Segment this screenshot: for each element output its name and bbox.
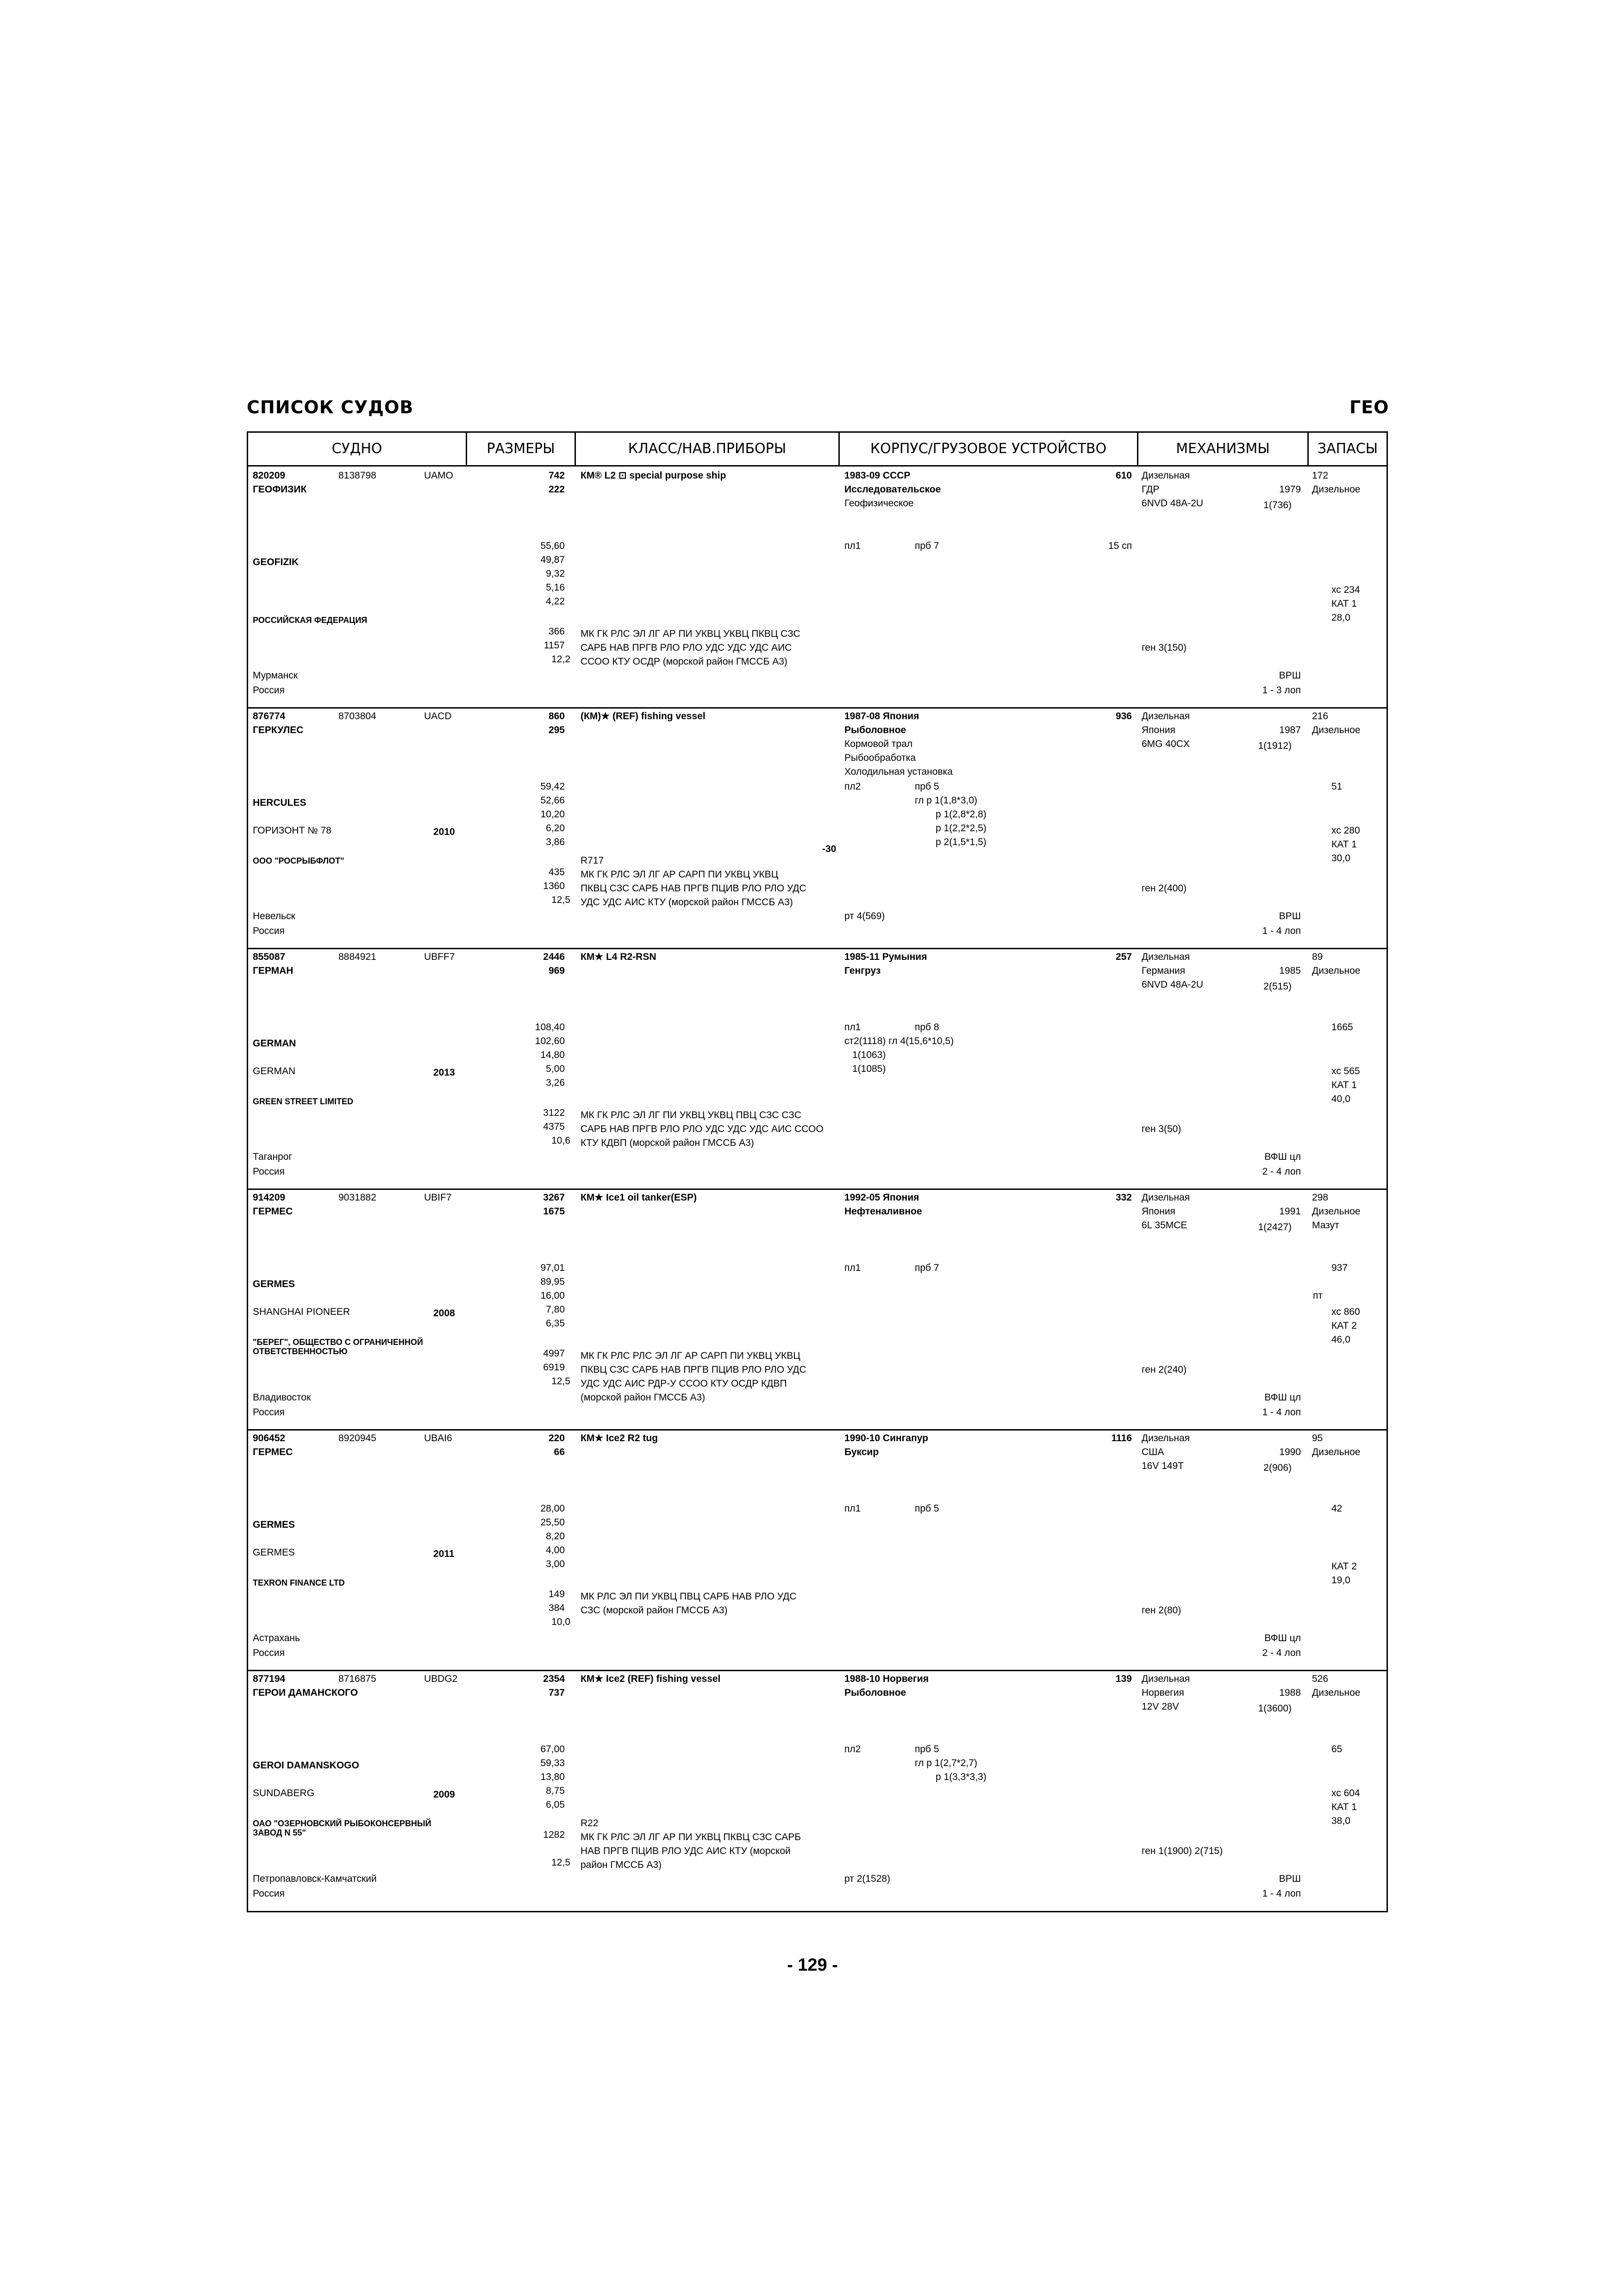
engine-year: 1991 xyxy=(1279,1206,1301,1217)
supply-value: 42 xyxy=(1331,1503,1343,1514)
engine-year: 1988 xyxy=(1279,1687,1301,1698)
dimension-value: 59,42 xyxy=(540,781,565,792)
former-name: SHANGHAI PIONEER xyxy=(253,1307,350,1317)
navigation-equipment: НАВ ПРГВ ПЦИВ РЛО УДС АИС КТУ (морской xyxy=(581,1846,791,1856)
supply-value: 38,0 xyxy=(1331,1816,1350,1826)
registry-number: 855087 xyxy=(253,952,286,962)
home-port: Владивосток xyxy=(253,1392,311,1403)
imo-number: 8716875 xyxy=(338,1674,376,1684)
owner-name: "БЕРЕГ", ОБЩЕСТВО С ОГРАНИЧЕННОЙ xyxy=(253,1338,423,1347)
home-port: Астрахань xyxy=(253,1633,300,1643)
vessel-type: Генгруз xyxy=(844,965,881,976)
navigation-equipment: МК ГК РЛС РЛС ЭЛ ЛГ АР САРП ПИ УКВЦ УКВЦ xyxy=(581,1350,800,1361)
build-date-country: 1988-10 Норвегия xyxy=(844,1674,929,1684)
col-header-vessel: СУДНО xyxy=(331,441,382,457)
registry-number: 876774 xyxy=(253,711,286,722)
fuel-type: Дизельное xyxy=(1312,725,1361,735)
dimension-value: 6,35 xyxy=(546,1318,565,1329)
flag-country: Россия xyxy=(253,1166,285,1177)
fuel-type: Дизельное xyxy=(1312,484,1361,495)
owner-name-continued: ОТВЕТСТВЕННОСТЬЮ xyxy=(253,1347,348,1356)
supply-value: 46,0 xyxy=(1331,1334,1350,1345)
propeller-type: ВФШ цл xyxy=(1264,1633,1301,1643)
dimension-value: 3,26 xyxy=(546,1077,565,1088)
former-name-year: 2013 xyxy=(433,1067,455,1078)
net-tonnage: 66 xyxy=(554,1447,565,1457)
supply-value: хс 860 xyxy=(1331,1307,1360,1317)
propeller-blades: 1 - 4 лоп xyxy=(1262,926,1301,936)
col-header-supplies: ЗАПАСЫ xyxy=(1317,441,1378,457)
build-date-country: 1992-05 Япония xyxy=(844,1192,919,1203)
supply-value: хс 234 xyxy=(1331,585,1360,595)
engine-model: 6L 35MCE xyxy=(1142,1220,1187,1231)
navigation-equipment: МК ГК РЛС ЭЛ ЛГ ПИ УКВЦ УКВЦ ПВЦ СЗС СЗС xyxy=(581,1110,801,1120)
former-name-year: 2008 xyxy=(433,1308,455,1319)
call-sign: UBAI6 xyxy=(424,1433,452,1444)
navigation-equipment: (морской район ГМССБ А3) xyxy=(581,1392,706,1403)
section-code: ГЕО xyxy=(1349,397,1389,417)
vessel-type: Исследовательское xyxy=(844,484,941,495)
dimension-value: 8,75 xyxy=(546,1786,565,1796)
vessel-subtype: Геофизическое xyxy=(844,498,914,509)
generators: ген 3(50) xyxy=(1142,1124,1181,1134)
supply-category: КАТ 1 xyxy=(1331,1802,1357,1812)
capacity-value: 4375 xyxy=(543,1121,565,1132)
vessel-record xyxy=(248,1188,1387,1431)
hold-count: пл1 xyxy=(844,541,861,551)
vessel-name-latin: GERMAN xyxy=(253,1038,296,1049)
capacity-value: 12,5 xyxy=(551,1857,570,1868)
dimension-value: 7,80 xyxy=(546,1304,565,1315)
engine-type: Дизельная xyxy=(1142,470,1190,481)
hold-extra: 15 сп xyxy=(1108,541,1132,551)
class-notation: КМ★ L4 R2-RSN xyxy=(581,952,656,962)
gross-tonnage: 2354 xyxy=(543,1674,565,1684)
navigation-equipment: МК ГК РЛС ЭЛ ЛГ АР ПИ УКВЦ ПКВЦ СЗС САРБ xyxy=(581,1832,801,1842)
hull-number: 936 xyxy=(1115,711,1132,722)
dimension-value: 4,22 xyxy=(546,596,565,607)
propeller-blades: 1 - 4 лоп xyxy=(1262,1407,1301,1418)
engine-power: 1(2427) xyxy=(1258,1222,1292,1232)
vessel-name: ГЕРМЕС xyxy=(253,1447,293,1457)
propeller-type: ВРШ xyxy=(1279,670,1301,681)
navigation-equipment: ССОО КТУ ОСДР (морской район ГМССБ А3) xyxy=(581,656,787,667)
supply-value: 95 xyxy=(1312,1433,1323,1444)
home-port: Таганрог xyxy=(253,1151,293,1162)
owner-name: ОАО "ОЗЕРНОВСКИЙ РЫБОКОНСЕРВНЫЙ xyxy=(253,1819,431,1828)
generators: ген 2(400) xyxy=(1142,883,1187,894)
supply-category: КАТ 2 xyxy=(1331,1320,1357,1331)
build-date-country: 1987-08 Япония xyxy=(844,711,919,722)
dimension-value: 108,40 xyxy=(535,1022,565,1033)
heavy-fuel: Мазут xyxy=(1312,1220,1339,1231)
owner-name: TEXRON FINANCE LTD xyxy=(253,1578,345,1587)
hatch-count: прб 5 xyxy=(915,1503,939,1514)
dimension-value: 5,16 xyxy=(546,582,565,593)
dimension-value: 55,60 xyxy=(540,541,565,551)
supply-value: 28,0 xyxy=(1331,612,1350,623)
capacity-value: 10,6 xyxy=(551,1135,570,1146)
refrigerant: R717 xyxy=(581,855,604,866)
supply-value: пт xyxy=(1313,1290,1323,1301)
hold-count: пл1 xyxy=(844,1022,861,1033)
imo-number: 9031882 xyxy=(338,1192,376,1203)
engine-country: США xyxy=(1142,1447,1164,1457)
propeller-blades: 2 - 4 лоп xyxy=(1262,1648,1301,1658)
former-name-year: 2010 xyxy=(433,827,455,837)
vessel-name: ГЕРМЕС xyxy=(253,1206,293,1217)
capacity-value: 3122 xyxy=(543,1108,565,1118)
capacity-value: 366 xyxy=(548,626,565,637)
former-name: GERMES xyxy=(253,1547,295,1558)
vessel-subtype: Холодильная установка xyxy=(844,766,953,777)
flag-country: Россия xyxy=(253,926,285,936)
vessel-type: Рыболовное xyxy=(844,725,906,735)
engine-type: Дизельная xyxy=(1142,952,1190,962)
dimension-value: 16,00 xyxy=(540,1290,565,1301)
supply-value: хс 604 xyxy=(1331,1788,1360,1798)
navigation-equipment: УДС УДС АИС РДР-У ССОО КТУ ОСДР КДВП xyxy=(581,1378,787,1389)
engine-year: 1990 xyxy=(1279,1447,1301,1457)
dimension-value: 67,00 xyxy=(540,1744,565,1755)
hold-count: пл2 xyxy=(844,1744,861,1755)
home-port: Мурманск xyxy=(253,670,298,681)
refrigerated-hold: рт 4(569) xyxy=(844,911,885,921)
capacity-value: 149 xyxy=(548,1589,565,1599)
supply-value: 40,0 xyxy=(1331,1094,1350,1104)
dimension-value: 59,33 xyxy=(540,1758,565,1768)
fuel-type: Дизельное xyxy=(1312,1447,1361,1457)
net-tonnage: 969 xyxy=(548,965,565,976)
engine-country: Япония xyxy=(1142,725,1175,735)
supply-value: 30,0 xyxy=(1331,853,1350,864)
hatch-count: прб 8 xyxy=(915,1022,939,1033)
vessel-type: Нефтеналивное xyxy=(844,1206,922,1217)
col-header-machinery: МЕХАНИЗМЫ xyxy=(1176,441,1270,457)
navigation-equipment: САРБ НАВ ПРГВ РЛО РЛО УДС УДС УДС АИС ССОО xyxy=(581,1124,824,1134)
gross-tonnage: 220 xyxy=(548,1433,565,1444)
navigation-equipment: ПКВЦ СЗС САРБ НАВ ПРГВ ПЦИВ РЛО РЛО УДС xyxy=(581,883,806,894)
vessel-name-latin: GEROI DAMANSKOGO xyxy=(253,1760,359,1771)
class-mark: -30 xyxy=(822,844,837,854)
hatch-count: прб 7 xyxy=(915,1263,939,1273)
supply-value: 89 xyxy=(1312,952,1323,962)
gross-tonnage: 742 xyxy=(548,470,565,481)
vessel-name: ГЕРМАН xyxy=(253,965,294,976)
call-sign: UACD xyxy=(424,711,452,722)
supply-value: хс 280 xyxy=(1331,825,1360,836)
engine-power: 1(736) xyxy=(1263,500,1292,510)
engine-country: ГДР xyxy=(1142,484,1160,495)
owner-name: GREEN STREET LIMITED xyxy=(253,1097,354,1106)
call-sign: UAMO xyxy=(424,470,453,481)
engine-country: Япония xyxy=(1142,1206,1175,1217)
navigation-equipment: МК ГК РЛС ЭЛ ЛГ АР ПИ УКВЦ УКВЦ ПКВЦ СЗС xyxy=(581,628,800,639)
navigation-equipment: ПКВЦ СЗС САРБ НАВ ПРГВ ПЦИВ РЛО РЛО УДС xyxy=(581,1364,806,1375)
vessel-type: Рыболовное xyxy=(844,1687,906,1698)
engine-country: Германия xyxy=(1142,965,1186,976)
supply-value: 172 xyxy=(1312,470,1329,481)
gross-tonnage: 2446 xyxy=(543,952,565,962)
navigation-equipment: район ГМССБ А3) xyxy=(581,1860,662,1870)
fuel-type: Дизельное xyxy=(1312,1206,1361,1217)
hatch-count: прб 7 xyxy=(915,541,939,551)
class-notation: КМ® L2 ⊡ special purpose ship xyxy=(581,470,726,481)
navigation-equipment: КТУ КДВП (морской район ГМССБ А3) xyxy=(581,1138,754,1148)
hull-number: 332 xyxy=(1115,1192,1132,1203)
navigation-equipment: МК ГК РЛС ЭЛ ЛГ АР САРП ПИ УКВЦ УКВЦ xyxy=(581,869,779,880)
vessel-record xyxy=(248,948,1387,1190)
supply-value: хс 565 xyxy=(1331,1066,1360,1076)
vessel-subtype: Кормовой трал xyxy=(844,739,913,749)
imo-number: 8920945 xyxy=(338,1433,376,1444)
vessel-name-latin: HERCULES xyxy=(253,797,306,808)
dimension-value: 13,80 xyxy=(540,1772,565,1782)
home-port: Петропавловск-Камчатский xyxy=(253,1873,377,1884)
owner-name-continued: ЗАВОД N 55" xyxy=(253,1828,306,1837)
cargo-gear: 1(1063) xyxy=(852,1050,886,1060)
vessel-record xyxy=(248,467,1387,709)
fuel-type: Дизельное xyxy=(1312,1687,1361,1698)
supply-value: 298 xyxy=(1312,1192,1329,1203)
navigation-equipment: СЗС (морской район ГМССБ А3) xyxy=(581,1605,728,1616)
capacity-value: 1157 xyxy=(543,640,565,651)
flag-country: Россия xyxy=(253,1888,285,1899)
dimension-value: 49,87 xyxy=(540,554,565,565)
hold-count: пл1 xyxy=(844,1263,861,1273)
engine-model: 6NVD 48A-2U xyxy=(1142,498,1204,509)
engine-year: 1985 xyxy=(1279,965,1301,976)
hull-number: 139 xyxy=(1115,1674,1132,1684)
dimension-value: 102,60 xyxy=(535,1036,565,1046)
imo-number: 8703804 xyxy=(338,711,376,722)
former-name: SUNDABERG xyxy=(253,1788,315,1798)
generators: ген 2(80) xyxy=(1142,1605,1181,1616)
vessel-name: ГЕОФИЗИК xyxy=(253,484,307,495)
capacity-value: 6919 xyxy=(543,1362,565,1373)
capacity-value: 12,2 xyxy=(551,654,570,665)
engine-model: 16V 149T xyxy=(1142,1461,1184,1471)
vessel-record xyxy=(248,1429,1387,1671)
cargo-gear: р 1(2,8*2,8) xyxy=(936,809,987,820)
net-tonnage: 1675 xyxy=(543,1206,565,1217)
registry-number: 820209 xyxy=(253,470,286,481)
dimension-value: 52,66 xyxy=(540,795,565,806)
capacity-value: 435 xyxy=(548,867,565,877)
cargo-gear: р 1(2,2*2,5) xyxy=(936,823,987,834)
vessel-table xyxy=(247,431,1388,1912)
cargo-gear: 1(1085) xyxy=(852,1064,886,1074)
registry-number: 914209 xyxy=(253,1192,286,1203)
capacity-value: 12,5 xyxy=(551,895,570,905)
dimension-value: 8,20 xyxy=(546,1531,565,1542)
engine-power: 2(515) xyxy=(1263,981,1292,992)
col-header-hull: КОРПУС/ГРУЗОВОЕ УСТРОЙСТВО xyxy=(870,441,1107,457)
cargo-gear: гл р 1(2,7*2,7) xyxy=(915,1758,978,1768)
class-notation: КМ★ Ice2 (REF) fishing vessel xyxy=(581,1674,721,1684)
vessel-record xyxy=(248,707,1387,949)
capacity-value: 10,0 xyxy=(551,1617,570,1627)
navigation-equipment: УДС УДС АИС КТУ (морской район ГМССБ А3) xyxy=(581,897,793,908)
call-sign: UBFF7 xyxy=(424,952,455,962)
owner-name: РОССИЙСКАЯ ФЕДЕРАЦИЯ xyxy=(253,616,368,625)
flag-country: Россия xyxy=(253,685,285,696)
home-port: Невельск xyxy=(253,911,295,921)
class-notation: (КМ)★ (REF) fishing vessel xyxy=(581,711,706,722)
fuel-type: Дизельное xyxy=(1312,965,1361,976)
engine-type: Дизельная xyxy=(1142,1674,1190,1684)
imo-number: 8884921 xyxy=(338,952,376,962)
dimension-value: 3,86 xyxy=(546,837,565,847)
dimension-value: 6,20 xyxy=(546,823,565,834)
vessel-name-latin: GERMES xyxy=(253,1519,295,1530)
build-date-country: 1983-09 СССР xyxy=(844,470,911,481)
navigation-equipment: САРБ НАВ ПРГВ РЛО РЛО УДС УДС УДС АИС xyxy=(581,642,792,653)
supply-value: 1665 xyxy=(1331,1022,1353,1033)
cargo-gear: р 1(3,3*3,3) xyxy=(936,1772,987,1782)
owner-name: ООО "РОСРЫБФЛОТ" xyxy=(253,856,344,865)
col-header-dimensions: РАЗМЕРЫ xyxy=(487,441,555,457)
hull-number: 1116 xyxy=(1111,1433,1132,1444)
dimension-value: 28,00 xyxy=(540,1503,565,1514)
flag-country: Россия xyxy=(253,1407,285,1418)
imo-number: 8138798 xyxy=(338,470,376,481)
former-name: GERMAN xyxy=(253,1066,296,1076)
build-date-country: 1990-10 Сингапур xyxy=(844,1433,929,1444)
flag-country: Россия xyxy=(253,1648,285,1658)
dimension-value: 25,50 xyxy=(540,1517,565,1528)
capacity-value: 4997 xyxy=(543,1348,565,1359)
call-sign: UBDG2 xyxy=(424,1674,458,1684)
propeller-type: ВФШ цл xyxy=(1264,1392,1301,1403)
dimension-value: 6,05 xyxy=(546,1799,565,1810)
net-tonnage: 295 xyxy=(548,725,565,735)
class-notation: КМ★ Ice1 oil tanker(ESP) xyxy=(581,1192,697,1203)
vessel-name-latin: GERMES xyxy=(253,1279,295,1289)
supply-value: 65 xyxy=(1331,1744,1343,1755)
engine-model: 6MG 40CX xyxy=(1142,739,1190,749)
engine-year: 1979 xyxy=(1279,484,1301,495)
supply-category: КАТ 1 xyxy=(1331,1080,1357,1090)
former-name-year: 2011 xyxy=(433,1549,455,1559)
capacity-value: 12,5 xyxy=(551,1376,570,1387)
gross-tonnage: 3267 xyxy=(543,1192,565,1203)
capacity-value: 1282 xyxy=(543,1829,565,1840)
build-date-country: 1985-11 Румыния xyxy=(844,952,927,962)
vessel-name: ГЕРКУЛЕС xyxy=(253,725,304,735)
cargo-gear: р 2(1,5*1,5) xyxy=(936,837,987,847)
engine-type: Дизельная xyxy=(1142,711,1190,722)
gross-tonnage: 860 xyxy=(548,711,565,722)
supply-value: 216 xyxy=(1312,711,1329,722)
engine-power: 1(1912) xyxy=(1258,740,1292,751)
vessel-record xyxy=(248,1670,1387,1910)
page-number: - 129 - xyxy=(787,1955,838,1975)
propeller-blades: 2 - 4 лоп xyxy=(1262,1166,1301,1177)
dimension-value: 10,20 xyxy=(540,809,565,820)
supply-value: 526 xyxy=(1312,1674,1329,1684)
registry-number: 906452 xyxy=(253,1433,286,1444)
dimension-value: 3,00 xyxy=(546,1559,565,1569)
vessel-type: Буксир xyxy=(844,1447,879,1457)
supply-value: 19,0 xyxy=(1331,1575,1350,1586)
engine-type: Дизельная xyxy=(1142,1433,1190,1444)
engine-model: 6NVD 48A-2U xyxy=(1142,979,1204,990)
supply-category: КАТ 1 xyxy=(1331,839,1357,850)
navigation-equipment: МК РЛС ЭЛ ПИ УКВЦ ПВЦ САРБ НАВ РЛО УДС xyxy=(581,1591,797,1602)
refrigerant: R22 xyxy=(581,1818,599,1829)
hatch-count: прб 5 xyxy=(915,781,939,792)
engine-country: Норвегия xyxy=(1142,1687,1184,1698)
refrigerated-hold: рт 2(1528) xyxy=(844,1873,891,1884)
propeller-type: ВФШ цл xyxy=(1264,1151,1301,1162)
table-header xyxy=(248,433,1387,467)
net-tonnage: 222 xyxy=(548,484,565,495)
dimension-value: 14,80 xyxy=(540,1050,565,1060)
engine-model: 12V 28V xyxy=(1142,1701,1179,1712)
vessel-name-latin: GEOFIZIK xyxy=(253,557,299,567)
propeller-type: ВРШ xyxy=(1279,911,1301,921)
engine-type: Дизельная xyxy=(1142,1192,1190,1203)
dimension-value: 9,32 xyxy=(546,568,565,579)
former-name-year: 2009 xyxy=(433,1789,455,1800)
hull-number: 257 xyxy=(1115,952,1132,962)
vessel-subtype: Рыбообработка xyxy=(844,753,916,763)
hold-count: пл2 xyxy=(844,781,861,792)
supply-category: КАТ 2 xyxy=(1331,1561,1357,1572)
class-notation: КМ★ Ice2 R2 tug xyxy=(581,1433,658,1444)
generators: ген 2(240) xyxy=(1142,1364,1187,1375)
registry-number: 877194 xyxy=(253,1674,286,1684)
propeller-blades: 1 - 3 лоп xyxy=(1262,685,1301,696)
vessel-name: ГЕРОИ ДАМАНСКОГО xyxy=(253,1687,358,1698)
hold-count: пл1 xyxy=(844,1503,861,1514)
dimension-value: 97,01 xyxy=(540,1263,565,1273)
hull-number: 610 xyxy=(1115,470,1132,481)
engine-power: 2(906) xyxy=(1263,1462,1292,1473)
hatch-count: прб 5 xyxy=(915,1744,939,1755)
page-title: СПИСОК СУДОВ xyxy=(247,397,414,417)
propeller-type: ВРШ xyxy=(1279,1873,1301,1884)
former-name: ГОРИЗОНТ № 78 xyxy=(253,825,331,836)
col-header-class: КЛАСС/НАВ.ПРИБОРЫ xyxy=(628,441,787,457)
dimension-value: 4,00 xyxy=(546,1545,565,1556)
net-tonnage: 737 xyxy=(548,1687,565,1698)
generators: ген 3(150) xyxy=(1142,642,1187,653)
supply-value: 937 xyxy=(1331,1263,1348,1273)
engine-year: 1987 xyxy=(1279,725,1301,735)
capacity-value: 384 xyxy=(548,1603,565,1613)
cargo-gear: ст2(1118) гл 4(15,6*10,5) xyxy=(844,1036,954,1046)
propeller-blades: 1 - 4 лоп xyxy=(1262,1888,1301,1899)
call-sign: UBIF7 xyxy=(424,1192,452,1203)
dimension-value: 5,00 xyxy=(546,1064,565,1074)
capacity-value: 1360 xyxy=(543,881,565,891)
cargo-gear: гл р 1(1,8*3,0) xyxy=(915,795,978,806)
supply-value: 51 xyxy=(1331,781,1343,792)
dimension-value: 89,95 xyxy=(540,1276,565,1287)
supply-category: КАТ 1 xyxy=(1331,598,1357,609)
generators: ген 1(1900) 2(715) xyxy=(1142,1846,1223,1856)
engine-power: 1(3600) xyxy=(1258,1703,1292,1714)
